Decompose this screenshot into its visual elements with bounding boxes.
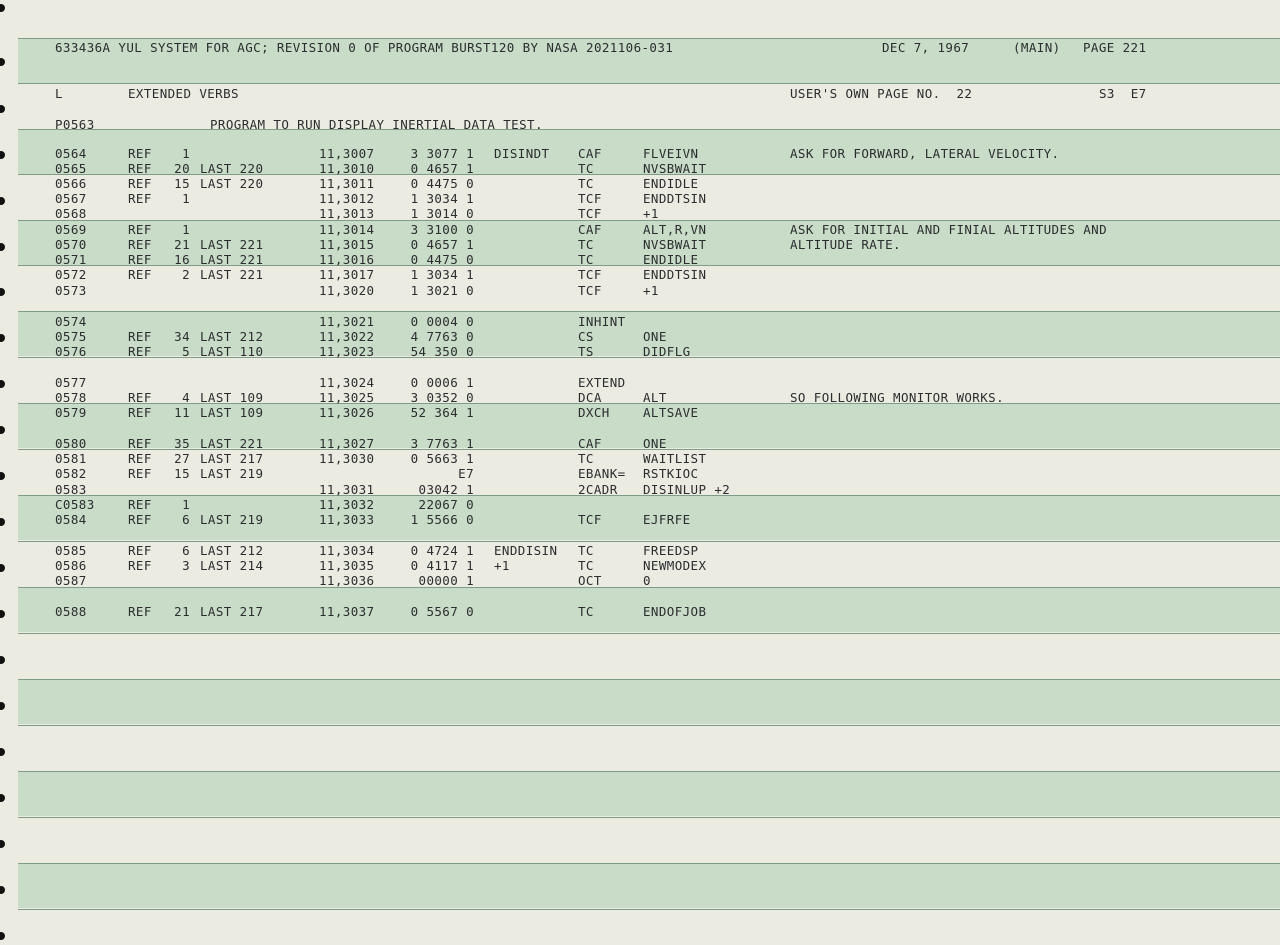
col-ref: REF — [128, 267, 152, 282]
col-obj: 0 5567 0 — [410, 604, 474, 619]
col-c: 6 — [182, 543, 190, 558]
col-operand: FLVEIVN — [643, 146, 699, 161]
col-c: 3 — [182, 558, 190, 573]
rule-line — [18, 83, 1280, 84]
col-obj: 3 0352 0 — [410, 390, 474, 405]
col-ref: REF — [128, 512, 152, 527]
code-line-0566 — [0, 176, 1280, 191]
rule-line — [18, 129, 1280, 130]
col-obj: 3 3100 0 — [410, 222, 474, 237]
listing-main: (MAIN) — [1013, 40, 1061, 55]
col-n: 0567 — [55, 191, 87, 206]
col-op: CAF — [578, 222, 602, 237]
code-line-0575 — [0, 329, 1280, 344]
col-n: 0569 — [55, 222, 87, 237]
col-op: DXCH — [578, 405, 610, 420]
col-c: 16 — [174, 252, 190, 267]
col-ref: REF — [128, 436, 152, 451]
col-ref: REF — [128, 252, 152, 267]
code-line-0577 — [0, 375, 1280, 390]
col-addr: 11,3015 — [319, 237, 375, 252]
punch-hole — [0, 702, 5, 710]
rule-line — [18, 863, 1280, 864]
col-c: 1 — [182, 146, 190, 161]
col-addr: 11,3031 — [319, 482, 375, 497]
col-obj: 0 5663 1 — [410, 451, 474, 466]
col-ref: REF — [128, 497, 152, 512]
col-comment: ALTITUDE RATE. — [790, 237, 901, 252]
green-bar — [18, 771, 1280, 816]
code-line-0588 — [0, 604, 1280, 619]
col-addr: 11,3032 — [319, 497, 375, 512]
col-n: 0573 — [55, 283, 87, 298]
code-line-0571 — [0, 252, 1280, 267]
col-n: 0578 — [55, 390, 87, 405]
col-c: 21 — [174, 604, 190, 619]
rule-line — [18, 817, 1280, 818]
col-last: LAST 217 — [200, 451, 264, 466]
user-page-number: USER'S OWN PAGE NO. 22 — [790, 86, 973, 101]
rule-line — [18, 909, 1280, 910]
col-operand: ONE — [643, 329, 667, 344]
col-obj: 0 4657 1 — [410, 161, 474, 176]
col-addr: 11,3010 — [319, 161, 375, 176]
code-line-0581 — [0, 451, 1280, 466]
col-ref: REF — [128, 146, 152, 161]
col-n: 0582 — [55, 466, 87, 481]
col-n: C0583 — [55, 497, 95, 512]
col-c: 6 — [182, 512, 190, 527]
col-op: TC — [578, 252, 594, 267]
col-addr: 11,3021 — [319, 314, 375, 329]
col-addr: 11,3022 — [319, 329, 375, 344]
col-op: TC — [578, 237, 594, 252]
col-op: CAF — [578, 146, 602, 161]
punch-hole — [0, 748, 5, 756]
col-addr: 11,3035 — [319, 558, 375, 573]
code-line-0564 — [0, 146, 1280, 161]
col-addr: 11,3016 — [319, 252, 375, 267]
green-bar — [18, 863, 1280, 908]
punch-hole — [0, 932, 5, 940]
col-obj: 22067 0 — [418, 497, 474, 512]
col-operand: ENDIDLE — [643, 252, 699, 267]
col-operand: FREEDSP — [643, 543, 699, 558]
section-title: EXTENDED VERBS — [128, 86, 239, 101]
col-addr: 11,3026 — [319, 405, 375, 420]
col-addr: 11,3036 — [319, 573, 375, 588]
log-flag: L — [55, 86, 63, 101]
col-op: TCF — [578, 267, 602, 282]
col-n: 0581 — [55, 451, 87, 466]
col-op: CAF — [578, 436, 602, 451]
col-op: OCT — [578, 573, 602, 588]
col-last: LAST 221 — [200, 237, 264, 252]
col-c: 20 — [174, 161, 190, 176]
code-line-0587 — [0, 573, 1280, 588]
code-line-0585 — [0, 543, 1280, 558]
col-label: ENDDISIN — [494, 543, 558, 558]
col-operand: ALTSAVE — [643, 405, 699, 420]
col-op: TC — [578, 558, 594, 573]
code-line-0574 — [0, 314, 1280, 329]
col-last: LAST 212 — [200, 329, 264, 344]
col-obj: 0 4475 0 — [410, 176, 474, 191]
col-operand: NEWMODEX — [643, 558, 707, 573]
col-ref: REF — [128, 390, 152, 405]
col-ref: REF — [128, 237, 152, 252]
punch-hole — [0, 58, 5, 66]
col-operand: WAITLIST — [643, 451, 707, 466]
col-op: EBANK= — [578, 466, 626, 481]
col-c: 4 — [182, 390, 190, 405]
col-op: TCF — [578, 206, 602, 221]
col-op: TCF — [578, 283, 602, 298]
rule-line — [18, 771, 1280, 772]
col-addr: 11,3012 — [319, 191, 375, 206]
col-obj: 0 4475 0 — [410, 252, 474, 267]
code-line-0582 — [0, 466, 1280, 481]
col-n: 0565 — [55, 161, 87, 176]
code-line-0572 — [0, 267, 1280, 282]
code-line-0583 — [0, 482, 1280, 497]
punch-hole — [0, 426, 5, 434]
col-operand: +1 — [643, 206, 659, 221]
col-c: 1 — [182, 497, 190, 512]
col-c: 11 — [174, 405, 190, 420]
col-n: 0587 — [55, 573, 87, 588]
col-op: TCF — [578, 512, 602, 527]
col-n: 0586 — [55, 558, 87, 573]
col-c: 35 — [174, 436, 190, 451]
code-line-0573 — [0, 283, 1280, 298]
green-bar — [18, 679, 1280, 724]
punch-hole — [0, 656, 5, 664]
col-c: 27 — [174, 451, 190, 466]
code-line-0579 — [0, 405, 1280, 420]
col-n: 0584 — [55, 512, 87, 527]
col-c: 1 — [182, 222, 190, 237]
col-operand: DISINLUP +2 — [643, 482, 731, 497]
col-c: 21 — [174, 237, 190, 252]
code-line-0576 — [0, 344, 1280, 359]
col-addr: 11,3037 — [319, 604, 375, 619]
col-operand: NVSBWAIT — [643, 237, 707, 252]
col-obj: 0 4724 1 — [410, 543, 474, 558]
col-last: LAST 221 — [200, 267, 264, 282]
col-last: LAST 220 — [200, 161, 264, 176]
col-c: 2 — [182, 267, 190, 282]
punch-hole — [0, 4, 5, 12]
col-ref: REF — [128, 176, 152, 191]
title-line-id: P0563 — [55, 117, 95, 132]
col-operand: +1 — [643, 283, 659, 298]
col-addr: 11,3014 — [319, 222, 375, 237]
col-addr: 11,3017 — [319, 267, 375, 282]
listing-title: 633436A YUL SYSTEM FOR AGC; REVISION 0 OF PROGRAM BURST120 BY NASA 2021106-031 — [55, 40, 674, 55]
col-op: TC — [578, 161, 594, 176]
col-obj: 52 364 1 — [410, 405, 474, 420]
col-last: LAST 212 — [200, 543, 264, 558]
rule-line — [18, 38, 1280, 39]
rule-line — [18, 633, 1280, 634]
col-obj: 54 350 0 — [410, 344, 474, 359]
col-n: 0574 — [55, 314, 87, 329]
col-ref: REF — [128, 451, 152, 466]
col-obj: 0 4657 1 — [410, 237, 474, 252]
col-n: 0570 — [55, 237, 87, 252]
col-comment: ASK FOR INITIAL AND FINIAL ALTITUDES AND — [790, 222, 1108, 237]
col-operand: ENDOFJOB — [643, 604, 707, 619]
col-last: LAST 219 — [200, 466, 264, 481]
col-c: 1 — [182, 191, 190, 206]
col-op: CS — [578, 329, 594, 344]
code-line-0584 — [0, 512, 1280, 527]
col-ref: REF — [128, 405, 152, 420]
col-obj: 1 3014 0 — [410, 206, 474, 221]
col-n: 0564 — [55, 146, 87, 161]
col-last: LAST 220 — [200, 176, 264, 191]
punch-hole — [0, 794, 5, 802]
rule-line — [18, 541, 1280, 542]
col-ref: REF — [128, 329, 152, 344]
col-op: TCF — [578, 191, 602, 206]
col-n: 0580 — [55, 436, 87, 451]
col-ref: REF — [128, 466, 152, 481]
col-operand: ENDDTSIN — [643, 267, 707, 282]
col-op: DCA — [578, 390, 602, 405]
code-line-0565 — [0, 161, 1280, 176]
col-label: DISINDT — [494, 146, 550, 161]
col-obj: 1 3034 1 — [410, 191, 474, 206]
code-line-0580 — [0, 436, 1280, 451]
rule-line — [18, 311, 1280, 312]
col-addr: 11,3023 — [319, 344, 375, 359]
title-line-text: PROGRAM TO RUN DISPLAY INERTIAL DATA TEST. — [210, 117, 543, 132]
col-n: 0571 — [55, 252, 87, 267]
col-label: +1 — [494, 558, 510, 573]
col-op: INHINT — [578, 314, 626, 329]
col-comment: SO FOLLOWING MONITOR WORKS. — [790, 390, 1004, 405]
col-last: LAST 219 — [200, 512, 264, 527]
listing-date: DEC 7, 1967 — [882, 40, 970, 55]
col-op: TC — [578, 543, 594, 558]
col-op: TC — [578, 451, 594, 466]
col-n: 0572 — [55, 267, 87, 282]
col-ref: REF — [128, 191, 152, 206]
col-n: 0579 — [55, 405, 87, 420]
col-n: 0575 — [55, 329, 87, 344]
col-n: 0588 — [55, 604, 87, 619]
col-n: 0576 — [55, 344, 87, 359]
rule-line — [18, 679, 1280, 680]
col-n: 0568 — [55, 206, 87, 221]
col-ref: REF — [128, 558, 152, 573]
col-n: 0585 — [55, 543, 87, 558]
col-operand: DIDFLG — [643, 344, 691, 359]
col-c: 5 — [182, 344, 190, 359]
col-c: 15 — [174, 176, 190, 191]
col-ref: REF — [128, 222, 152, 237]
col-obj: 4 7763 0 — [410, 329, 474, 344]
col-last: LAST 221 — [200, 252, 264, 267]
col-ref: REF — [128, 161, 152, 176]
col-addr: 11,3025 — [319, 390, 375, 405]
col-addr: 11,3034 — [319, 543, 375, 558]
col-c: 15 — [174, 466, 190, 481]
col-addr: 11,3011 — [319, 176, 375, 191]
col-op: TC — [578, 604, 594, 619]
col-obj: 03042 1 — [418, 482, 474, 497]
col-addr: 11,3013 — [319, 206, 375, 221]
col-last: LAST 109 — [200, 390, 264, 405]
col-obj: 0 0006 1 — [410, 375, 474, 390]
col-addr: 11,3020 — [319, 283, 375, 298]
col-operand: ONE — [643, 436, 667, 451]
col-ref: REF — [128, 344, 152, 359]
punch-hole — [0, 840, 5, 848]
col-op: EXTEND — [578, 375, 626, 390]
col-obj: 1 5566 0 — [410, 512, 474, 527]
page-number: PAGE 221 — [1083, 40, 1147, 55]
col-obj: 0 0004 0 — [410, 314, 474, 329]
col-operand: NVSBWAIT — [643, 161, 707, 176]
col-op: TS — [578, 344, 594, 359]
col-addr: 11,3033 — [319, 512, 375, 527]
col-operand: RSTKIOC — [643, 466, 699, 481]
col-obj: 3 3077 1 — [410, 146, 474, 161]
code-line-0570 — [0, 237, 1280, 252]
col-comment: ASK FOR FORWARD, LATERAL VELOCITY. — [790, 146, 1060, 161]
col-obj: 1 3034 1 — [410, 267, 474, 282]
col-addr: 11,3030 — [319, 451, 375, 466]
col-ref: REF — [128, 604, 152, 619]
col-op: 2CADR — [578, 482, 618, 497]
col-obj: 1 3021 0 — [410, 283, 474, 298]
col-ref: REF — [128, 543, 152, 558]
code-line-0578 — [0, 390, 1280, 405]
col-op: TC — [578, 176, 594, 191]
punch-hole — [0, 886, 5, 894]
rule-line — [18, 725, 1280, 726]
col-last: LAST 110 — [200, 344, 264, 359]
col-addr: 11,3024 — [319, 375, 375, 390]
punch-hole — [0, 105, 5, 113]
col-obj: 0 4117 1 — [410, 558, 474, 573]
col-addr: 11,3007 — [319, 146, 375, 161]
col-operand: EJFRFE — [643, 512, 691, 527]
col-n: 0583 — [55, 482, 87, 497]
col-last: LAST 217 — [200, 604, 264, 619]
col-operand: ALT — [643, 390, 667, 405]
col-last: LAST 221 — [200, 436, 264, 451]
col-obj: E7 — [458, 466, 474, 481]
col-obj: 00000 1 — [418, 573, 474, 588]
code-line-0586 — [0, 558, 1280, 573]
col-obj: 3 7763 1 — [410, 436, 474, 451]
col-last: LAST 109 — [200, 405, 264, 420]
col-n: 0566 — [55, 176, 87, 191]
col-operand: ALT,R,VN — [643, 222, 707, 237]
col-c: 34 — [174, 329, 190, 344]
col-operand: 0 — [643, 573, 651, 588]
section-code: S3 E7 — [1099, 86, 1147, 101]
col-operand: ENDIDLE — [643, 176, 699, 191]
code-line-0569 — [0, 222, 1280, 237]
code-line-0568 — [0, 206, 1280, 221]
col-last: LAST 214 — [200, 558, 264, 573]
col-addr: 11,3027 — [319, 436, 375, 451]
code-line-0567 — [0, 191, 1280, 206]
code-line-c0583 — [0, 497, 1280, 512]
col-n: 0577 — [55, 375, 87, 390]
col-operand: ENDDTSIN — [643, 191, 707, 206]
